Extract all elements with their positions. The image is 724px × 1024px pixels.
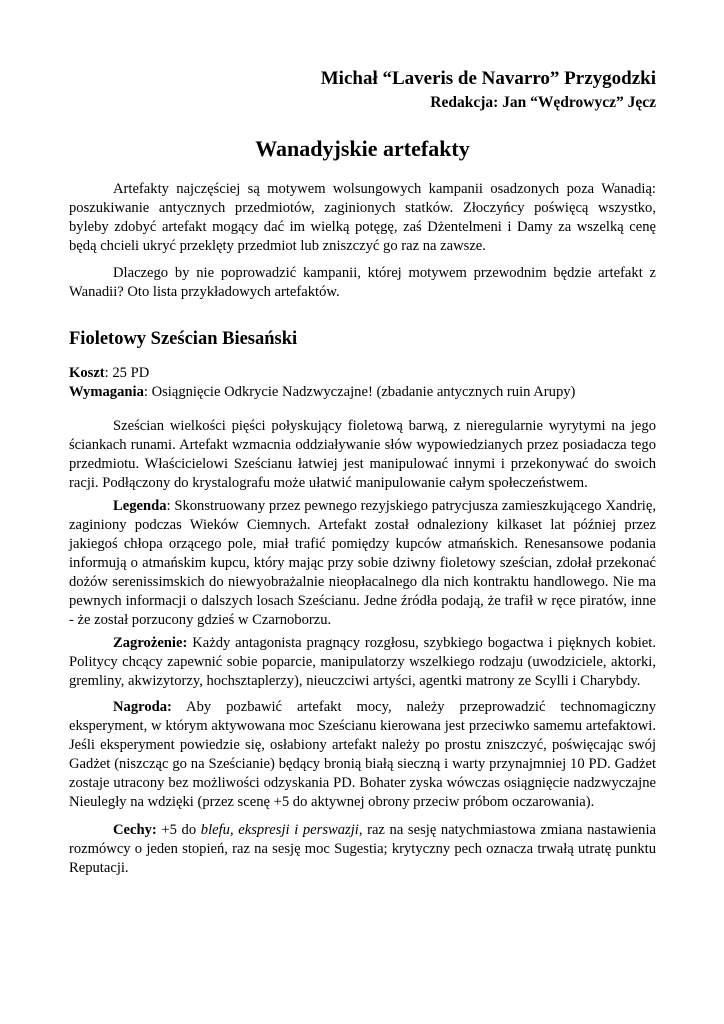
requirements-value: : Osiągnięcie Odkrycie Nadzwyczajne! (zbadanie antycznych ruin Arupy) [143, 384, 576, 400]
editor-line: Redakcja: Jan “Wędrowycz” Jęcz [430, 94, 656, 111]
threat-text: Każdy antagonista pragnący rozgłosu, szybkiego bogactwa i pięknych kobiet. Politycy chcący zapewnić sobie poparcie, manipulatorzy wszelkiego rodzaju (uwodziciele, aktorki, gremliny, akwizytorzy, hochsztaplerzy), nieuczciwi artyści, agentki matrony ze Scylli i Charybdy. [69, 635, 656, 689]
legend-label: Legenda [113, 498, 167, 514]
traits-italic-bluff: blefu [200, 822, 230, 838]
threat-label: Zagrożenie: [113, 635, 188, 651]
reward-label: Nagroda: [113, 699, 172, 715]
reward-text: Aby pozbawić artefakt mocy, należy przeprowadzić technomagiczny eksperyment, w którym aktywowana moc Sześcianu kierowana jest przeciwko samemu artefaktowi. Jeśli eksperyment powiedzie się, osłabiony artefakt należy po prostu zniszczyć, poświęcając swój Gadżet (niszcząc go na Sześcianie) będący bronią białą sieczną i warty przynajmniej 10 PD. Gadżet zostaje utracony bez możliwości odzyskania PD. Bohater zyska wówczas osiągnięcie nadzwyczajne Nieuległy na wdzięki (przez scenę +5 do aktywnej obrony przeciw próbom oczarowania). [69, 699, 656, 810]
author-line: Michał “Laveris de Navarro” Przygodzki [320, 68, 656, 89]
description-paragraph: Sześcian wielkości pięści połyskujący fioletową barwą, z nieregularnie wyrytymi na jego ściankach runami. Artefakt wzmacnia oddziaływanie słów wypowiedzianych przez posiadacza tego przedmiotu. Właścicielowi Sześcianu łatwiej jest manipulować innymi i przekonywać do swoich racji. Podłączony do krystalografu może ułatwić manipulowanie całym społeczeństwem. [69, 418, 656, 491]
intro-paragraph-1: Artefakty najczęściej są motywem wolsungowych kampanii osadzonych poza Wanadią: poszukiwanie antycznych przedmiotów, zaginionych statków. Złoczyńcy poświęcą wszystko, byleby zdobyć artefakt mogący dać im wielką potęgę, zaś Dżentelmeni i Damy za wszelką cenę będą chcieli ukryć przeklęty przedmiot lub zniszczyć go raz na zawsze. [69, 181, 656, 254]
traits-italic-expression: ekspresji i perswazji [238, 822, 359, 838]
traits-text-mid: , [229, 822, 239, 838]
legend-paragraph [69, 497, 656, 630]
document-title: Wanadyjskie artefakty [255, 136, 470, 161]
legend-text: : Skonstruowany przez pewnego rezyjskiego patrycjusza zamieszkującego Xandrię, zaginiony podczas Wieków Ciemnych. Artefakt został odnaleziony kilkaset lat później przez jakiegoś chłopa orzącego pole, miał trafić pomiędzy kupców atmańskich. Renesansowe podania informują o atmańskim kupcu, który mając przy sobie dziwny fioletowy sześcian, zdołał przekonać dożów serenissimskich do niewyobrażalnie nieopłacalnego dla nich kontraktu handlowego. Nie ma pewnych informacji o dalszych losach Sześcianu. Jedne źródła podają, że trafił w ręce piratów, inne - że został porzucony gdzieś w Czarnoborzu. [69, 498, 656, 628]
cost-value: : 25 PD [104, 365, 150, 381]
traits-text-pre: +5 do [156, 822, 201, 838]
threat-paragraph [69, 634, 656, 691]
intro-paragraph-2: Dlaczego by nie poprowadzić kampanii, której motywem przewodnim będzie artefakt z Wanadii? Oto lista przykładowych artefaktów. [69, 265, 656, 300]
cost-label: Koszt [69, 365, 105, 381]
requirements-label: Wymagania [69, 384, 144, 400]
section-heading: Fioletowy Sześcian Biesański [69, 329, 298, 349]
cost-line [69, 364, 149, 383]
traits-text-post: , raz na sesję natychmiastowa zmiana nastawienia rozmówcy o jeden stopień, raz na sesję moc Sugestia; krytyczny pech oznacza trwałą utratę punktu Reputacji. [69, 822, 657, 876]
requirements-line [69, 383, 575, 402]
reward-paragraph [69, 698, 656, 812]
traits-label: Cechy: [113, 822, 157, 838]
traits-paragraph [69, 821, 656, 878]
